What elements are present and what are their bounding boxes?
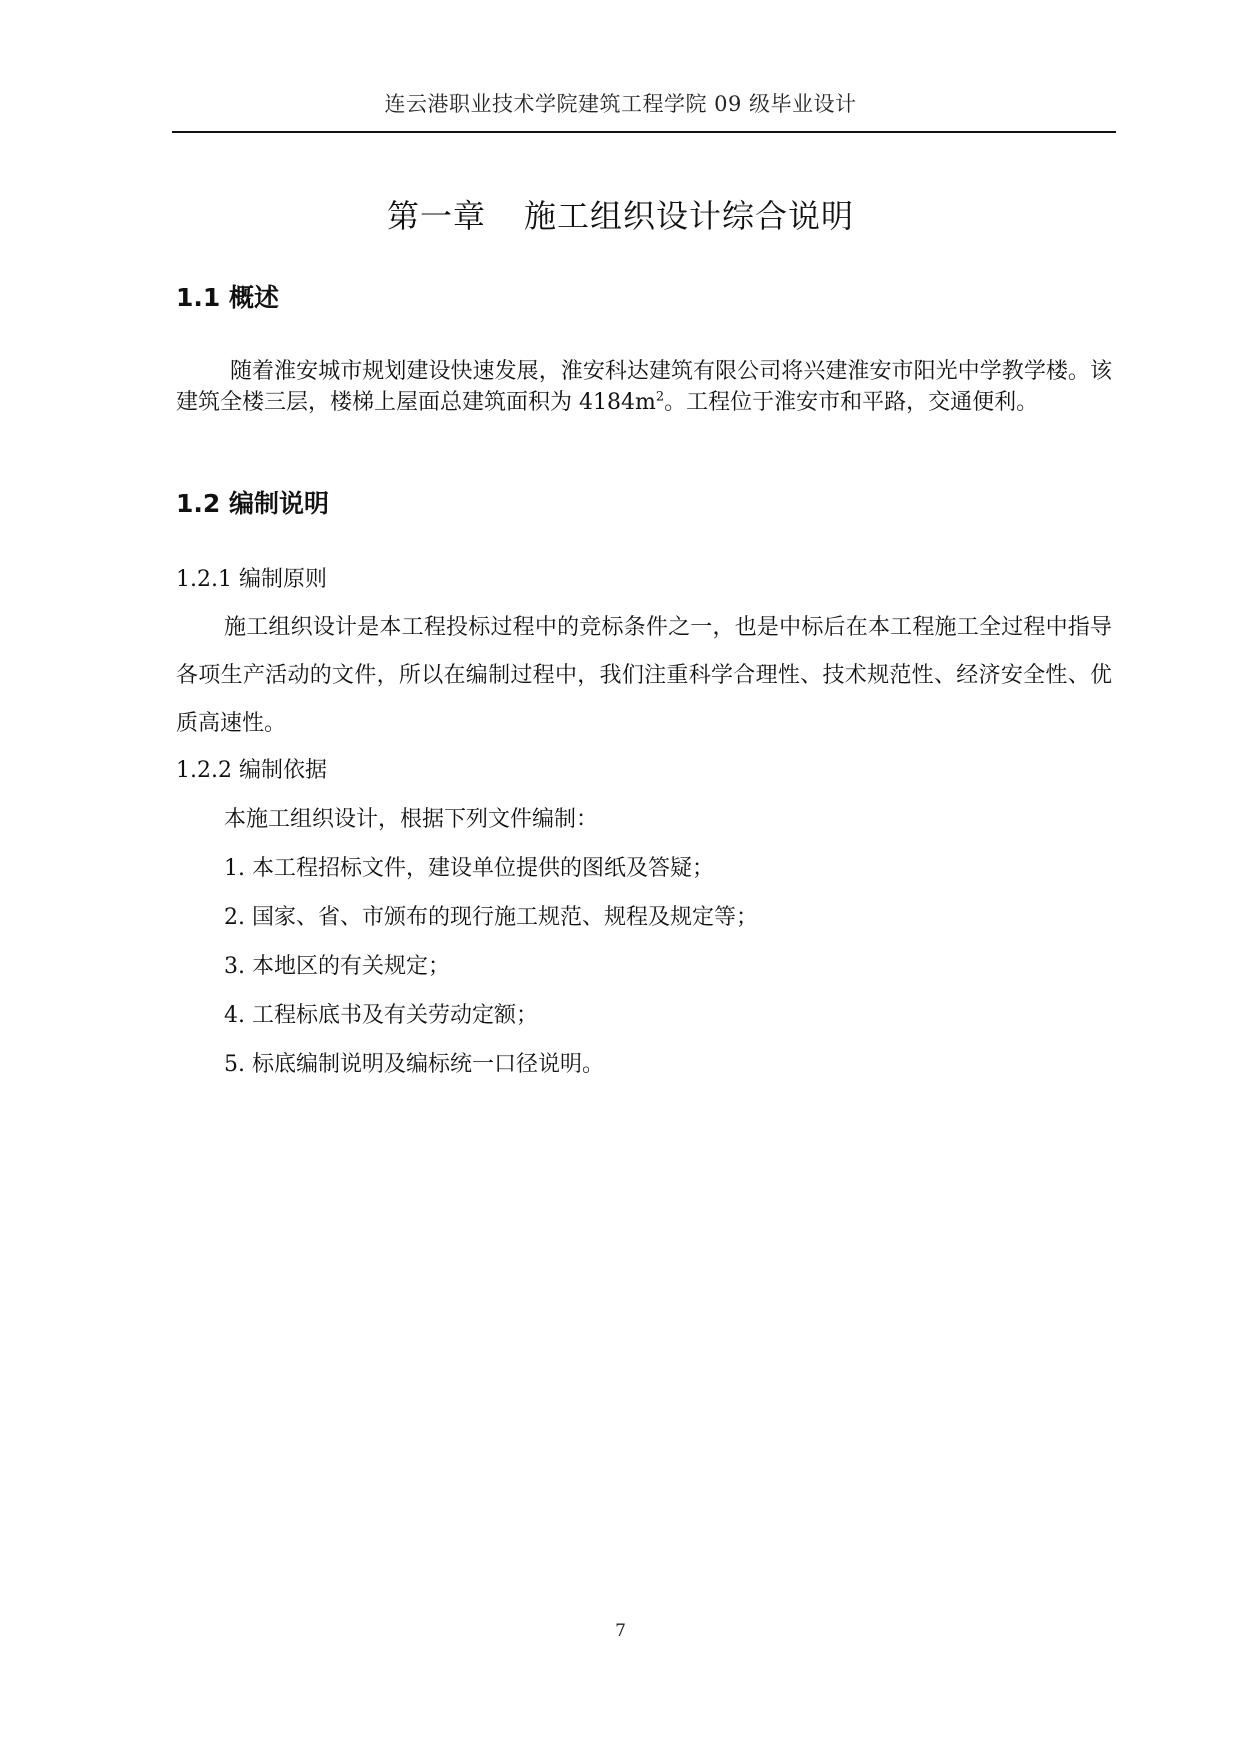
overview-paragraph [176,356,1112,418]
overview-text-main: 随着淮安城市规划建设快速发展，淮安科达建筑有限公司将兴建淮安市阳光中学教学楼。该建筑全楼三层，楼梯上屋面总建筑面积为 4184m [176,359,1112,415]
list-item: 5. 标底编制说明及编标统一口径说明。 [224,1052,604,1077]
list-item: 3. 本地区的有关规定； [224,954,450,979]
area-unit-superscript: 2 [655,389,665,405]
chapter-name: 施工组织设计综合说明 [524,197,855,235]
chapter-title [0,191,1241,237]
section-heading-compilation: 1.2 编制说明 [176,489,329,518]
subsection-heading-principles: 1.2.1 编制原则 [176,567,327,592]
subsection-heading-basis: 1.2.2 编制依据 [176,758,327,783]
running-header: 连云港职业技术学院建筑工程学院 09 级毕业设计 [384,92,857,116]
list-item: 1. 本工程招标文件，建设单位提供的图纸及答疑； [224,856,714,881]
list-item: 4. 工程标底书及有关劳动定额； [224,1003,538,1028]
header-divider [172,131,1116,133]
section-heading-overview: 1.1 概述 [176,283,279,312]
list-item: 2. 国家、省、市颁布的现行施工规范、规程及规定等； [224,905,758,930]
principles-paragraph: 施工组织设计是本工程投标过程中的竞标条件之一，也是中标后在本工程施工全过程中指导各项生产活动的文件，所以在编制过程中，我们注重科学合理性、技术规范性、经济安全性、优质高速性。 [176,615,1112,736]
chapter-number: 第一章 [386,197,486,235]
overview-text-tail: 。工程位于淮安市和平路，交通便利。 [664,390,1039,415]
basis-intro: 本施工组织设计，根据下列文件编制： [224,807,599,832]
page-number: 7 [615,1621,626,1641]
